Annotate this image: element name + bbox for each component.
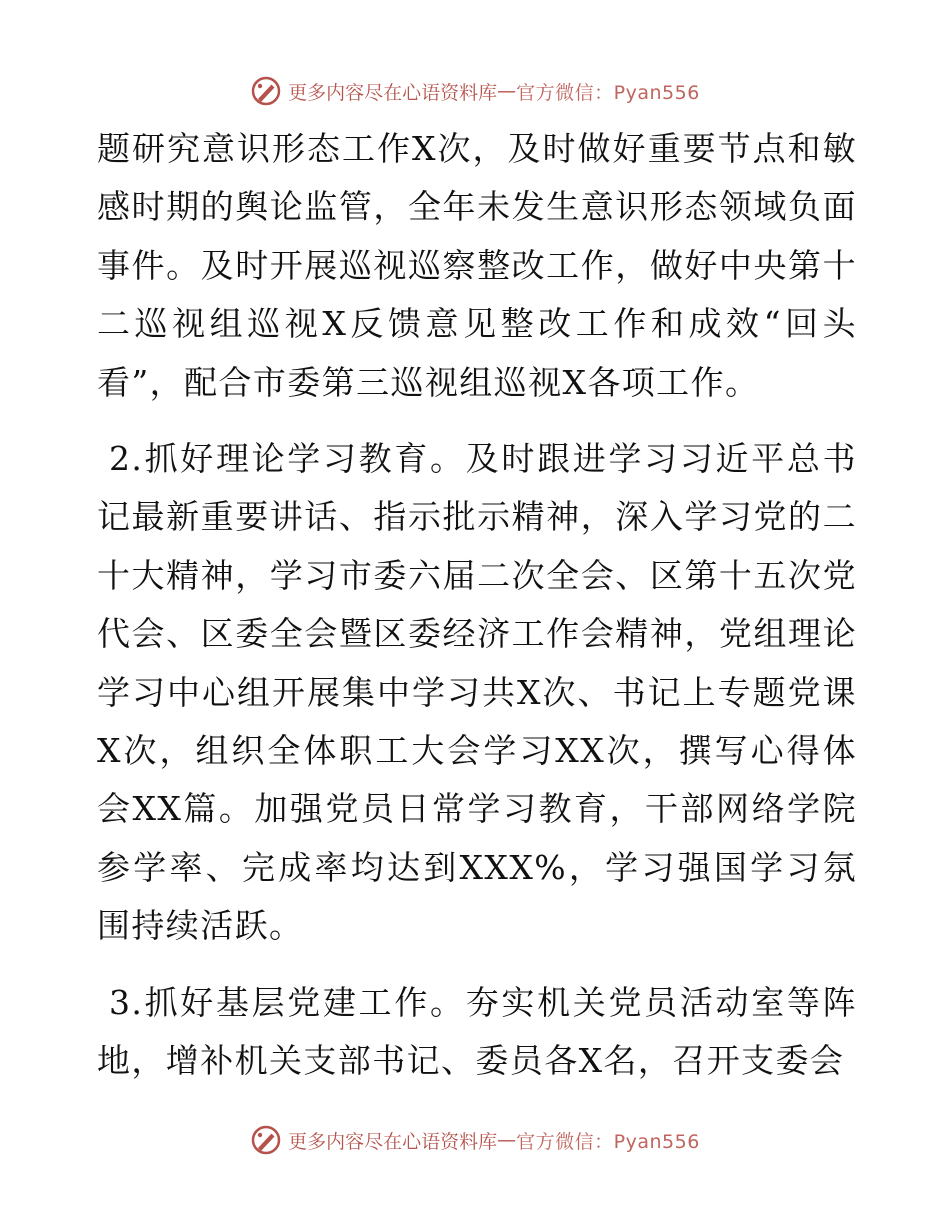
seal-pen-icon bbox=[250, 1124, 282, 1156]
watermark-separator: — bbox=[497, 1129, 517, 1151]
document-body bbox=[97, 120, 857, 1091]
header-watermark bbox=[0, 71, 950, 111]
paragraph-grassroots-party-building: 3.抓好基层党建工作。夯实机关党员活动室等阵地，增补机关支部书记、委员各X名，召开支委会 bbox=[97, 982, 857, 1081]
seal-pen-icon bbox=[250, 75, 282, 107]
watermark-text: 更多内容尽在心语资料库 bbox=[288, 81, 498, 104]
footer-watermark bbox=[0, 1120, 950, 1160]
paragraph-continuation: 题研究意识形态工作X次，及时做好重要节点和敏感时期的舆论监管，全年未发生意识形态领域负面事件。及时开展巡视巡察整改工作，做好中央第十二巡视组巡视X反馈意见整改工作和成效“回头看”，配合市委第三巡视组巡视X各项工作。 bbox=[97, 129, 857, 402]
watermark-text: 更多内容尽在心语资料库 bbox=[288, 1130, 498, 1153]
watermark-contact: 官方微信：Pyan556 bbox=[516, 1130, 700, 1153]
watermark-separator: — bbox=[497, 80, 517, 102]
paragraph-theory-study: 2.抓好理论学习教育。及时跟进学习习近平总书记最新重要讲话、指示批示精神，深入学习党的二十大精神，学习市委六届二次全会、区第十五次党代会、区委全会暨区委经济工作会精神，党组理论学习中心组开展集中学习共X次、书记上专题党课X次，组织全体职工大会学习XX次，撰写心得体会XX篇。加强党员日常学习教育，干部网络学院参学率、完成率均达到XXX%，学习强国学习氛围持续活跃。 bbox=[97, 439, 857, 946]
watermark-contact: 官方微信：Pyan556 bbox=[516, 81, 700, 104]
